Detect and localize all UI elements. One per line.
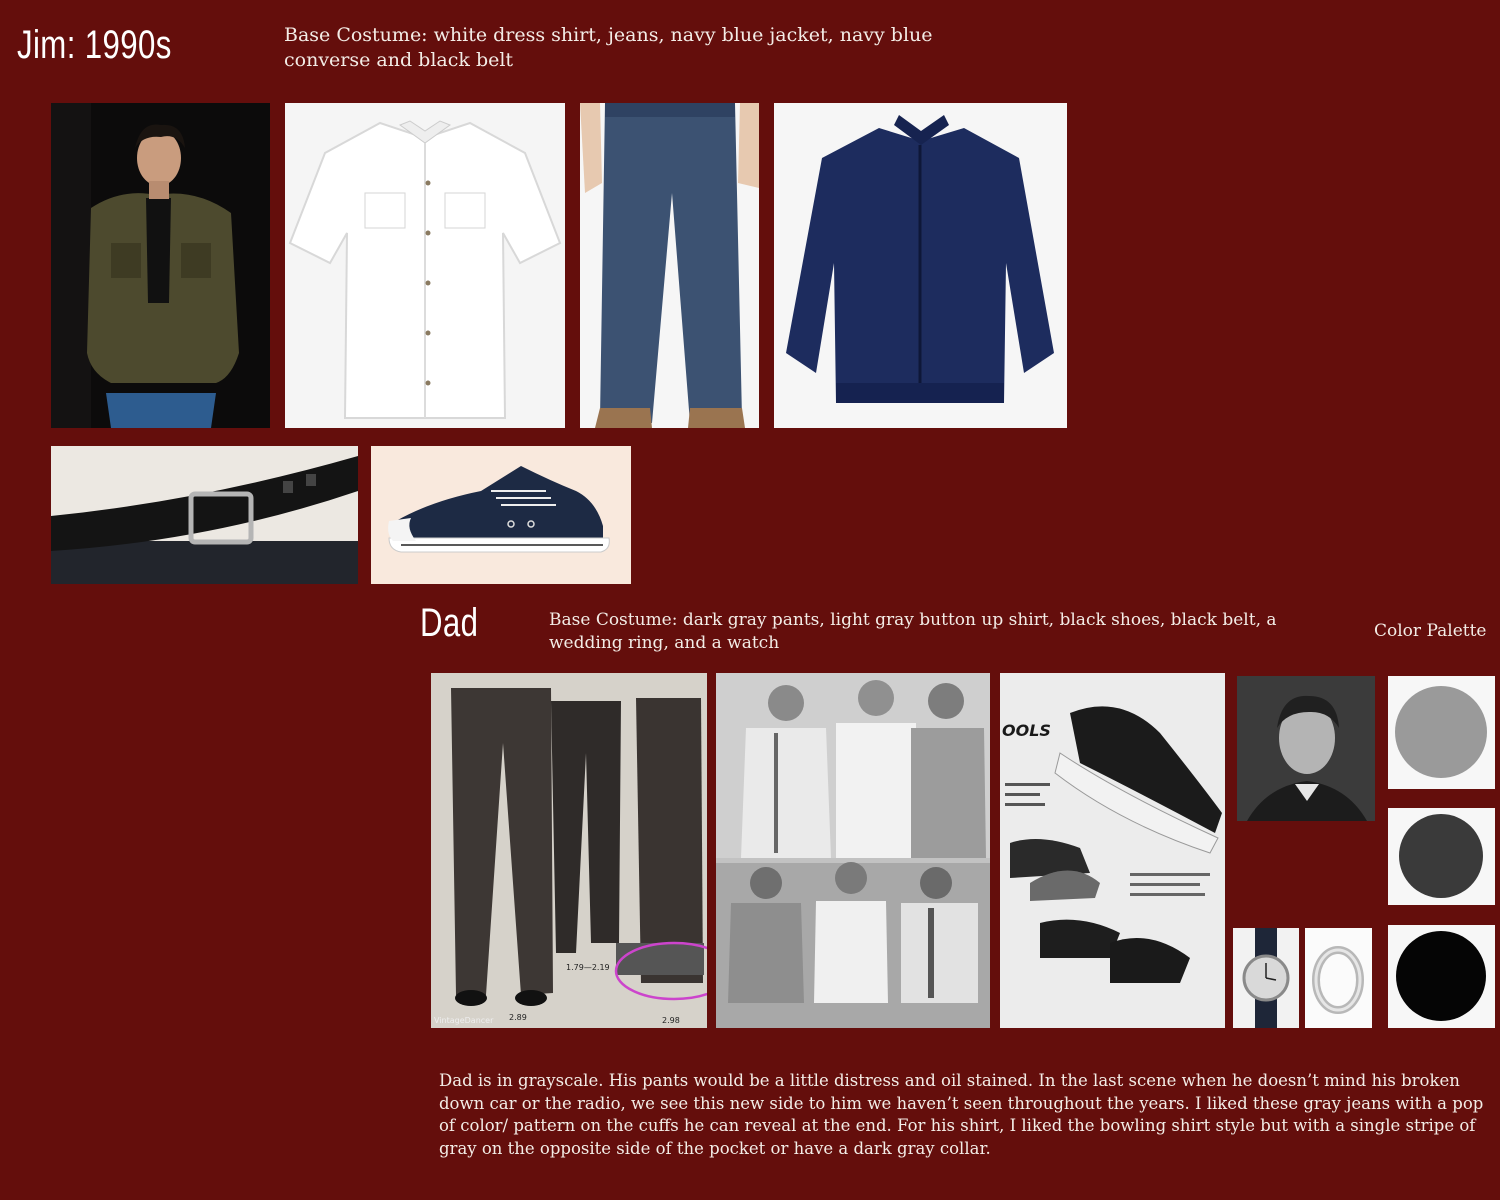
palette-swatch-light-gray bbox=[1388, 676, 1495, 789]
dad-reference-photo bbox=[1237, 676, 1375, 821]
catalog-price-a: 2.89 bbox=[509, 1013, 527, 1022]
jim-title: Jim: 1990s bbox=[17, 23, 172, 67]
black-shoes-catalog bbox=[1000, 673, 1225, 1028]
catalog-credit: VintageDancer bbox=[434, 1016, 494, 1025]
watch-photo bbox=[1233, 928, 1299, 1028]
jim-base-costume: Base Costume: white dress shirt, jeans, navy blue jacket, navy blue converse and black belt bbox=[284, 24, 933, 71]
bowling-shirts-catalog bbox=[716, 673, 990, 1028]
navy-blue-jacket-photo bbox=[774, 103, 1067, 428]
palette-swatch-black bbox=[1388, 925, 1495, 1028]
black-belt-photo bbox=[51, 446, 358, 584]
wedding-ring-photo bbox=[1305, 928, 1372, 1028]
dad-notes: Dad is in grayscale. His pants would be a little distress and oil stained. In the last scene when he doesn’t mind his broken down car or the radio, we see this new side to him we haven’t seen throughout the years. I liked these gray jeans with a pop of color/ pattern on the cuffs he can reveal at the end. For his shirt, I liked the bowling shirt style but with a single stripe of gray on the opposite side of the pocket or have a dark gray collar. bbox=[439, 1071, 1484, 1158]
dad-title: Dad bbox=[420, 601, 479, 645]
shoes-catalog-heading: OOLS bbox=[1002, 721, 1051, 740]
vintage-gray-pants-catalog bbox=[431, 673, 707, 1028]
catalog-price-range: 1.79—2.19 bbox=[566, 963, 610, 972]
palette-swatch-dark-gray bbox=[1388, 808, 1495, 905]
color-palette-label: Color Palette bbox=[1374, 621, 1487, 641]
navy-converse-photo bbox=[371, 446, 631, 584]
jeans-photo bbox=[580, 103, 759, 428]
white-dress-shirt-photo bbox=[285, 103, 565, 428]
catalog-price-b: 2.98 bbox=[662, 1016, 680, 1025]
jim-reference-photo bbox=[51, 103, 270, 428]
dad-base-costume: Base Costume: dark gray pants, light gray button up shirt, black shoes, black belt, a wedding ring, and a watch bbox=[549, 610, 1277, 653]
